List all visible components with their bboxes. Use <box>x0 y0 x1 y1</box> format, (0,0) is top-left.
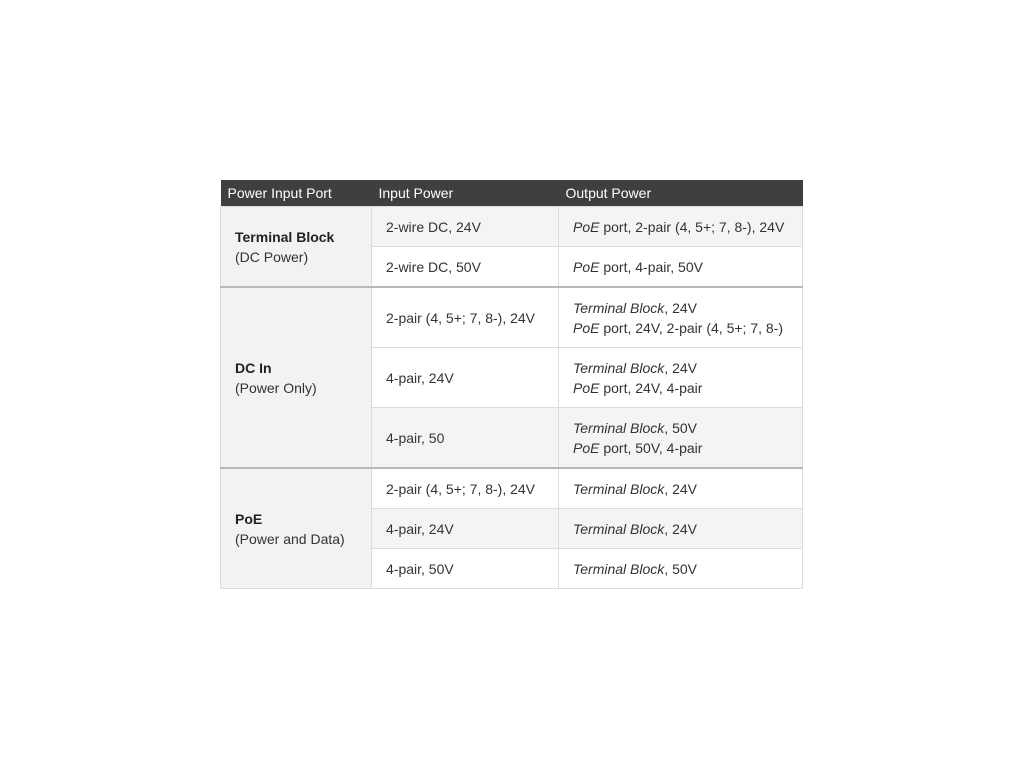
output-line <box>573 378 788 398</box>
output-em: PoE <box>573 439 600 456</box>
output-text: , 24V <box>664 359 697 376</box>
output-power-cell <box>559 207 803 247</box>
header-output-power: Output Power <box>559 180 803 207</box>
group-title: DC In <box>235 359 272 376</box>
output-line <box>573 559 788 579</box>
output-line <box>573 418 788 438</box>
output-power-cell <box>559 408 803 469</box>
group-title: Terminal Block <box>235 228 335 245</box>
output-em: PoE <box>573 379 600 396</box>
output-power-cell <box>559 468 803 509</box>
header-row <box>221 180 803 207</box>
output-em: PoE <box>573 258 600 275</box>
input-power-cell: 2-wire DC, 50V <box>372 247 559 288</box>
output-text: port, 2-pair (4, 5+; 7, 8-), 24V <box>599 218 785 235</box>
output-em: Terminal Block <box>573 480 665 497</box>
output-text: port, 24V, 2-pair (4, 5+; 7, 8-) <box>599 319 783 336</box>
header-power-input-port: Power Input Port <box>221 180 372 207</box>
output-text: , 50V <box>664 560 697 577</box>
table-row <box>221 468 803 509</box>
output-power-cell <box>559 549 803 589</box>
input-power-cell: 2-pair (4, 5+; 7, 8-), 24V <box>372 468 559 509</box>
output-text: , 24V <box>664 480 697 497</box>
input-power-cell: 2-pair (4, 5+; 7, 8-), 24V <box>372 287 559 348</box>
output-line <box>573 318 788 338</box>
output-line <box>573 479 788 499</box>
input-power-cell: 2-wire DC, 24V <box>372 207 559 247</box>
output-power-cell <box>559 247 803 288</box>
output-text: port, 50V, 4-pair <box>599 439 703 456</box>
input-power-cell: 4-pair, 50V <box>372 549 559 589</box>
group-cell-poe <box>221 468 372 589</box>
power-input-table <box>220 180 803 589</box>
output-text: , 24V <box>664 299 697 316</box>
table-header <box>221 180 803 207</box>
output-em: PoE <box>573 319 600 336</box>
output-text: port, 4-pair, 50V <box>599 258 703 275</box>
output-power-cell <box>559 509 803 549</box>
table-row <box>221 287 803 348</box>
output-text: , 50V <box>664 419 697 436</box>
output-em: Terminal Block <box>573 560 665 577</box>
power-table-container <box>220 180 802 589</box>
input-power-cell: 4-pair, 24V <box>372 348 559 408</box>
output-line <box>573 257 788 277</box>
output-text: , 24V <box>664 520 697 537</box>
output-power-cell <box>559 287 803 348</box>
group-cell-dc-in <box>221 287 372 468</box>
output-line <box>573 217 788 237</box>
group-subtitle: (Power Only) <box>235 379 317 396</box>
output-em: Terminal Block <box>573 419 665 436</box>
header-input-power: Input Power <box>372 180 559 207</box>
input-power-cell: 4-pair, 50 <box>372 408 559 469</box>
output-em: Terminal Block <box>573 520 665 537</box>
output-em: PoE <box>573 218 600 235</box>
output-line <box>573 298 788 318</box>
group-title: PoE <box>235 510 263 527</box>
output-text: port, 24V, 4-pair <box>599 379 703 396</box>
output-line <box>573 438 788 458</box>
output-line <box>573 358 788 378</box>
output-power-cell <box>559 348 803 408</box>
output-line <box>573 519 788 539</box>
group-cell-terminal-block <box>221 207 372 288</box>
group-subtitle: (Power and Data) <box>235 530 345 547</box>
group-subtitle: (DC Power) <box>235 248 309 265</box>
input-power-cell: 4-pair, 24V <box>372 509 559 549</box>
output-em: Terminal Block <box>573 299 665 316</box>
table-body <box>221 207 803 589</box>
output-em: Terminal Block <box>573 359 665 376</box>
table-row <box>221 207 803 247</box>
